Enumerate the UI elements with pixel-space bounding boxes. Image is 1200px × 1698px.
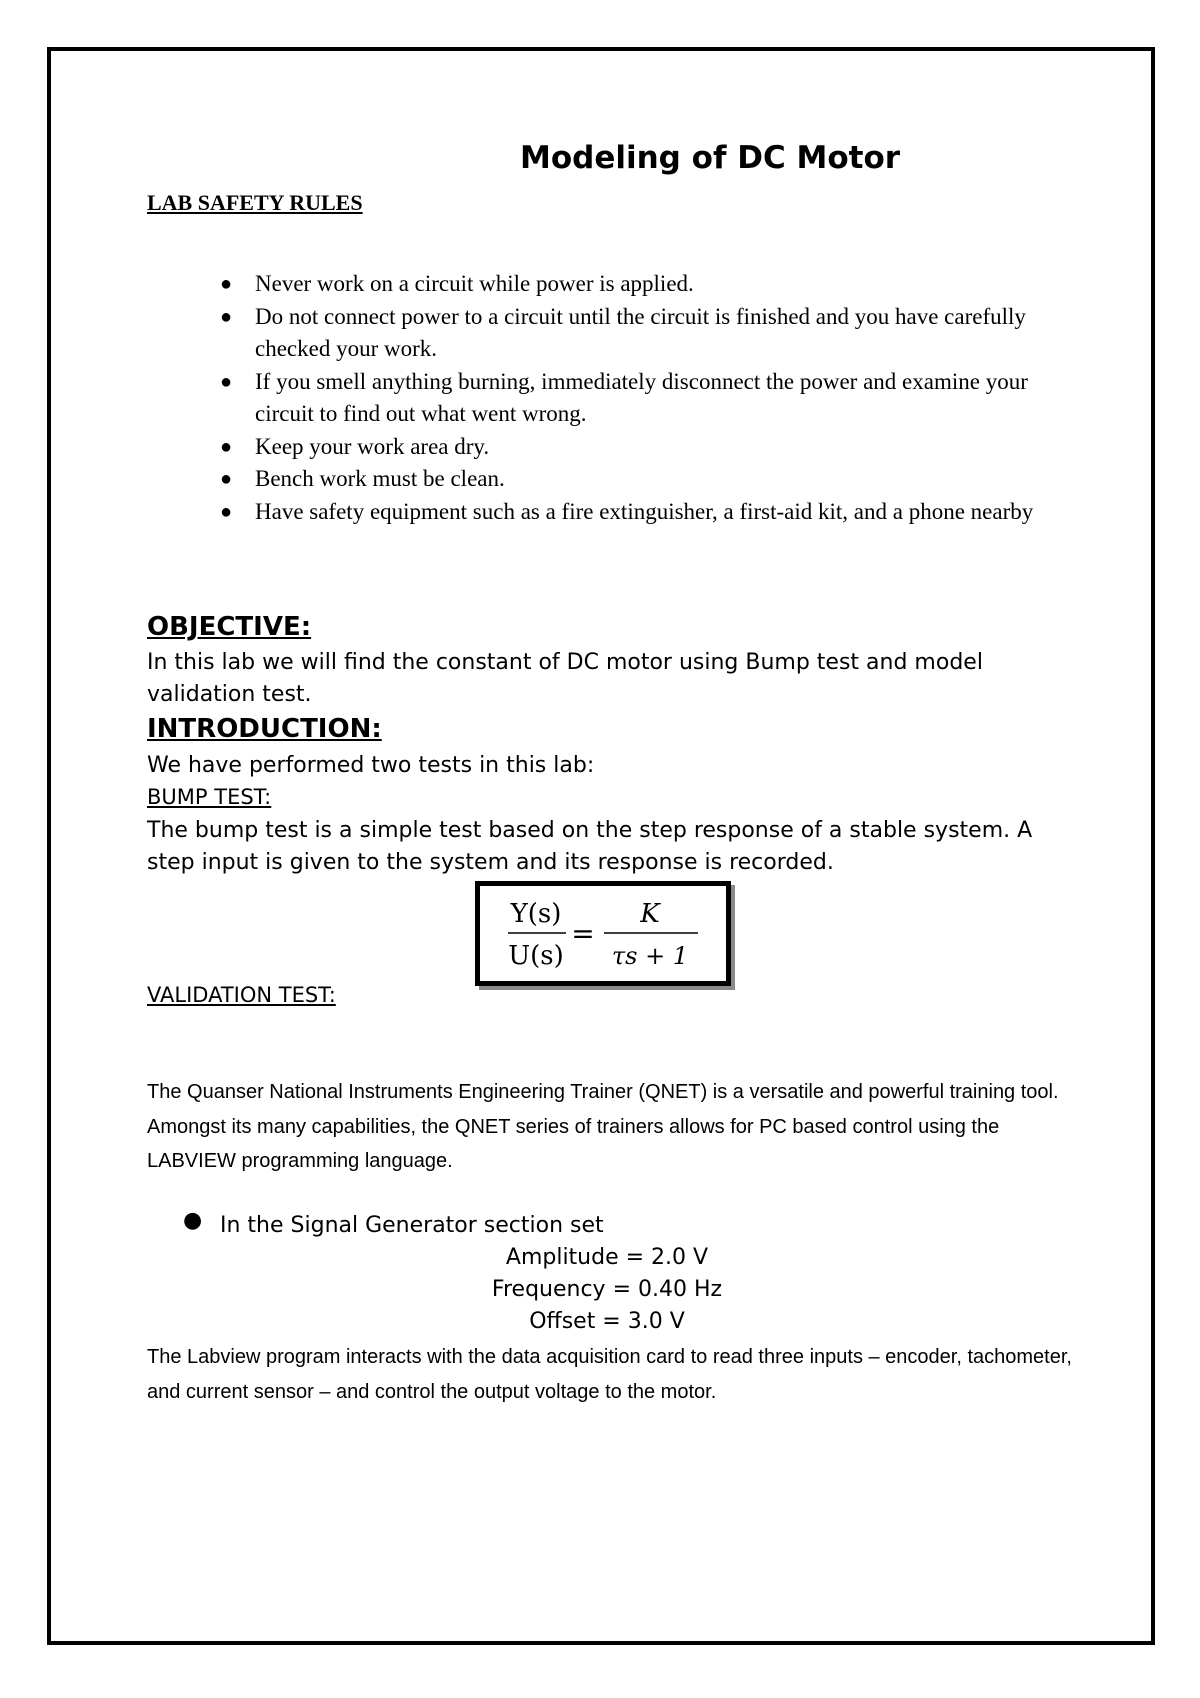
validation-test-heading: VALIDATION TEST: bbox=[147, 983, 336, 1007]
bullet-icon: ● bbox=[220, 273, 233, 295]
formula-lhs-numerator: Y(s) bbox=[510, 899, 562, 929]
transfer-function-formula bbox=[475, 881, 731, 986]
list-item bbox=[220, 301, 1085, 366]
safety-rule: If you smell anything burning, immediately disconnect the power and examine your circuit to find out what went wrong. bbox=[255, 368, 1028, 426]
bump-test-heading: BUMP TEST: bbox=[147, 785, 272, 809]
signal-generator-text: In the Signal Generator section set bbox=[220, 1213, 604, 1238]
bullet-icon: ● bbox=[220, 370, 233, 393]
list-item bbox=[220, 463, 1085, 496]
safety-rule: Have safety equipment such as a fire extinguisher, a first-aid kit, and a phone nearby bbox=[255, 498, 1034, 524]
document-title: Modeling of DC Motor bbox=[520, 140, 901, 176]
formula-equals: = bbox=[571, 917, 595, 950]
safety-rule: Never work on a circuit while power is applied. bbox=[255, 271, 694, 296]
list-item bbox=[220, 431, 1085, 464]
introduction-text: We have performed two tests in this lab: bbox=[147, 753, 595, 778]
qnet-description: The Quanser National Instruments Engineering Trainer (QNET) is a versatile and powerful training tool. Amongst its many capabilities, the QNET series of trainers allows for PC based control using the LABVIEW programming language. bbox=[147, 1081, 1059, 1172]
safety-rules-list bbox=[220, 268, 1085, 528]
safety-rule: Do not connect power to a circuit until the circuit is finished and you have carefully checked your work. bbox=[255, 303, 1026, 361]
safety-heading: LAB SAFETY RULES bbox=[147, 190, 363, 215]
list-item bbox=[220, 268, 1085, 301]
formula-svg bbox=[480, 886, 726, 981]
list-item bbox=[220, 366, 1085, 431]
list-item bbox=[220, 496, 1085, 529]
formula-rhs-numerator: K bbox=[640, 899, 660, 929]
formula-lhs-denominator: U(s) bbox=[508, 941, 564, 971]
bullet-icon: ● bbox=[220, 500, 233, 523]
bullet-icon: ● bbox=[220, 435, 233, 458]
formula-rhs-denominator: τs + 1 bbox=[611, 942, 689, 970]
bump-test-text: The bump test is a simple test based on the step response of a stable system. A step input is given to the system and its response is recorded. bbox=[147, 818, 1033, 875]
safety-rule: Keep your work area dry. bbox=[255, 433, 490, 459]
amplitude-setting: Amplitude = 2.0 V bbox=[505, 1245, 709, 1270]
offset-setting: Offset = 3.0 V bbox=[529, 1309, 685, 1334]
bullet-icon: ● bbox=[220, 305, 233, 328]
bullet-icon: ● bbox=[220, 468, 233, 490]
labview-description: The Labview program interacts with the data acquisition card to read three inputs – encoder, tachometer, and current sensor – and control the output voltage to the motor. bbox=[147, 1346, 1072, 1403]
safety-rule: Bench work must be clean. bbox=[255, 466, 505, 491]
bullet-icon: ● bbox=[183, 1208, 203, 1233]
frequency-setting: Frequency = 0.40 Hz bbox=[491, 1277, 723, 1302]
introduction-heading: INTRODUCTION: bbox=[147, 714, 382, 744]
objective-text: In this lab we will find the constant of DC motor using Bump test and model validation test. bbox=[147, 650, 983, 707]
objective-heading: OBJECTIVE: bbox=[147, 612, 312, 642]
